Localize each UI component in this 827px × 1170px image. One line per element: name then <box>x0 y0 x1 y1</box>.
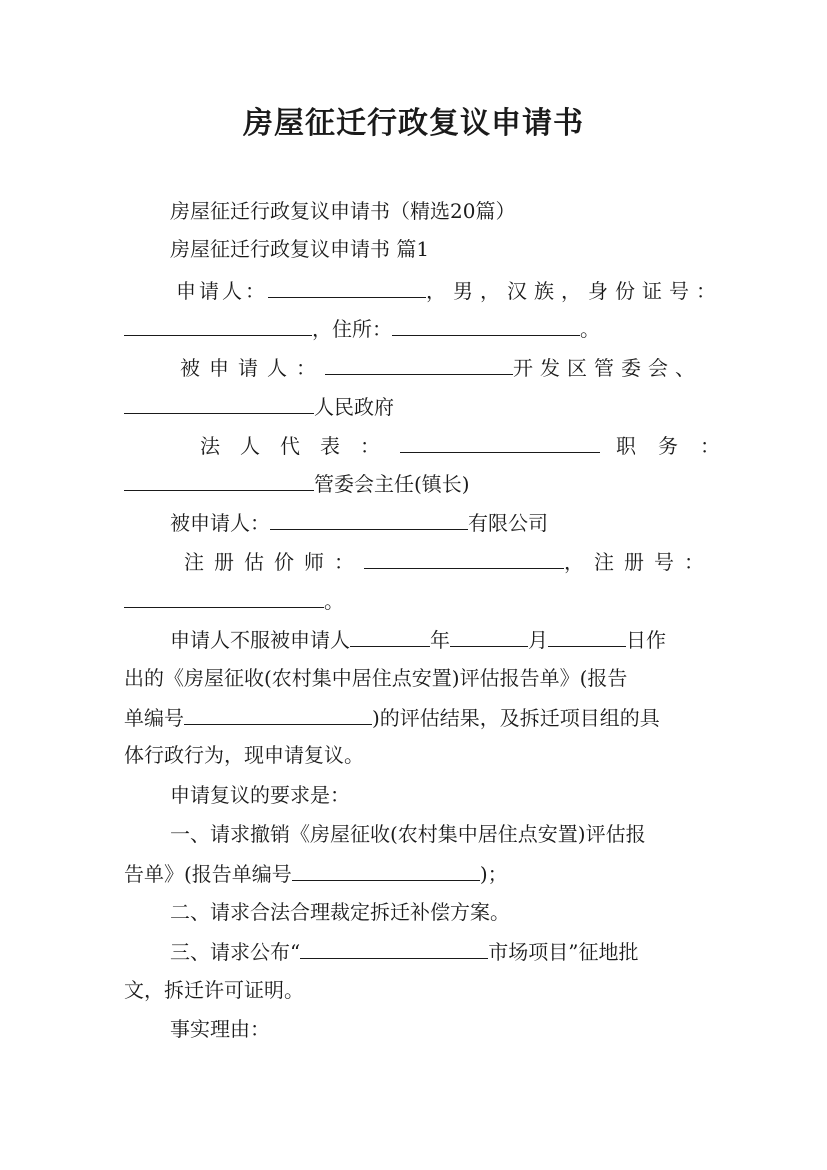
document-subtitle: 房屋征迁行政复议申请书（精选20篇） <box>170 199 516 223</box>
body-p1-line3-a: 单编号 <box>124 706 184 730</box>
respondent1-org1: 开发区管委会、 <box>513 356 702 380</box>
appraiser-line <box>184 548 714 575</box>
applicant-label: 申请人： <box>176 279 268 303</box>
respondent1-org2-line <box>124 393 702 420</box>
document-title: 房屋征迁行政复议申请书 <box>243 106 584 141</box>
applicant-id-blank <box>124 315 312 336</box>
request-3-line-1 <box>170 938 748 965</box>
request-1-b: )； <box>479 862 508 886</box>
request-1-line-1: 一、请求撤销《房屋征收(农村集中居住点安置)评估报 <box>170 822 646 846</box>
facts-heading: 事实理由： <box>170 1017 270 1041</box>
appraiser-reg-line <box>124 587 702 614</box>
respondent1-label: 被申请人： <box>180 356 325 380</box>
body-line-1 <box>170 626 702 653</box>
respondent1-org2-blank <box>124 393 314 414</box>
body-line-2: 出的《房屋征收(农村集中居住点安置)评估报告单》(报告 <box>124 666 628 690</box>
respondent2-label: 被申请人： <box>170 511 270 535</box>
body-p1-day: 日作 <box>626 628 666 652</box>
body-p1-a: 申请人不服被申请人 <box>170 628 350 652</box>
appraiser-reg-blank <box>124 587 324 608</box>
report-number-blank <box>184 704 372 725</box>
request-3-a: 三、请求公布“ <box>170 940 301 964</box>
respondent2-blank <box>270 509 468 530</box>
applicant-line <box>176 277 723 304</box>
applicant-detail: ，男，汉族，身份证号： <box>426 279 723 303</box>
legal-rep-line <box>200 432 742 459</box>
legal-rep-label: 法人代表： <box>200 434 400 458</box>
body-p1-line3-b: )的评估结果，及拆迁项目组的具 <box>372 706 660 730</box>
appraiser-end: 。 <box>324 589 344 613</box>
appraiser-label: 注册估价师： <box>184 550 364 574</box>
appraiser-reg-label: ，注册号： <box>564 550 714 574</box>
body-p1-year: 年 <box>430 628 450 652</box>
section-heading: 房屋征迁行政复议申请书 篇1 <box>170 237 430 261</box>
applicant-address-line <box>124 315 702 342</box>
request-3-line-2: 文，拆迁许可证明。 <box>124 978 304 1002</box>
request-1-a: 告单》(报告单编号 <box>124 862 292 886</box>
request-1-line-2 <box>124 860 702 887</box>
body-line-3 <box>124 704 702 731</box>
year-blank <box>350 626 430 647</box>
requests-heading: 申请复议的要求是： <box>170 783 350 807</box>
market-project-blank <box>300 938 488 959</box>
respondent1-line <box>180 354 702 381</box>
day-blank <box>548 626 626 647</box>
body-line-4: 体行政行为，现申请复议。 <box>124 743 364 767</box>
request-1-report-blank <box>292 860 480 881</box>
applicant-name-blank <box>268 277 426 298</box>
applicant-end: 。 <box>580 317 600 341</box>
legal-rep-position-label: 职务： <box>616 434 742 458</box>
respondent1-org1-blank <box>325 354 513 375</box>
request-3-b: 市场项目”征地批 <box>488 940 639 964</box>
respondent2-line <box>170 509 748 536</box>
legal-rep-blank <box>400 432 600 453</box>
legal-rep-position: 管委会主任(镇长) <box>314 472 470 496</box>
appraiser-blank <box>364 548 564 569</box>
respondent2-org: 有限公司 <box>468 511 548 535</box>
applicant-address-blank <box>392 315 580 336</box>
request-2: 二、请求合法合理裁定拆迁补偿方案。 <box>170 900 510 924</box>
applicant-address-label: ，住所： <box>312 317 392 341</box>
month-blank <box>450 626 528 647</box>
legal-rep-position-blank <box>124 470 314 491</box>
respondent1-org2: 人民政府 <box>314 395 394 419</box>
legal-rep-position-line <box>124 470 702 497</box>
body-p1-month: 月 <box>528 628 548 652</box>
